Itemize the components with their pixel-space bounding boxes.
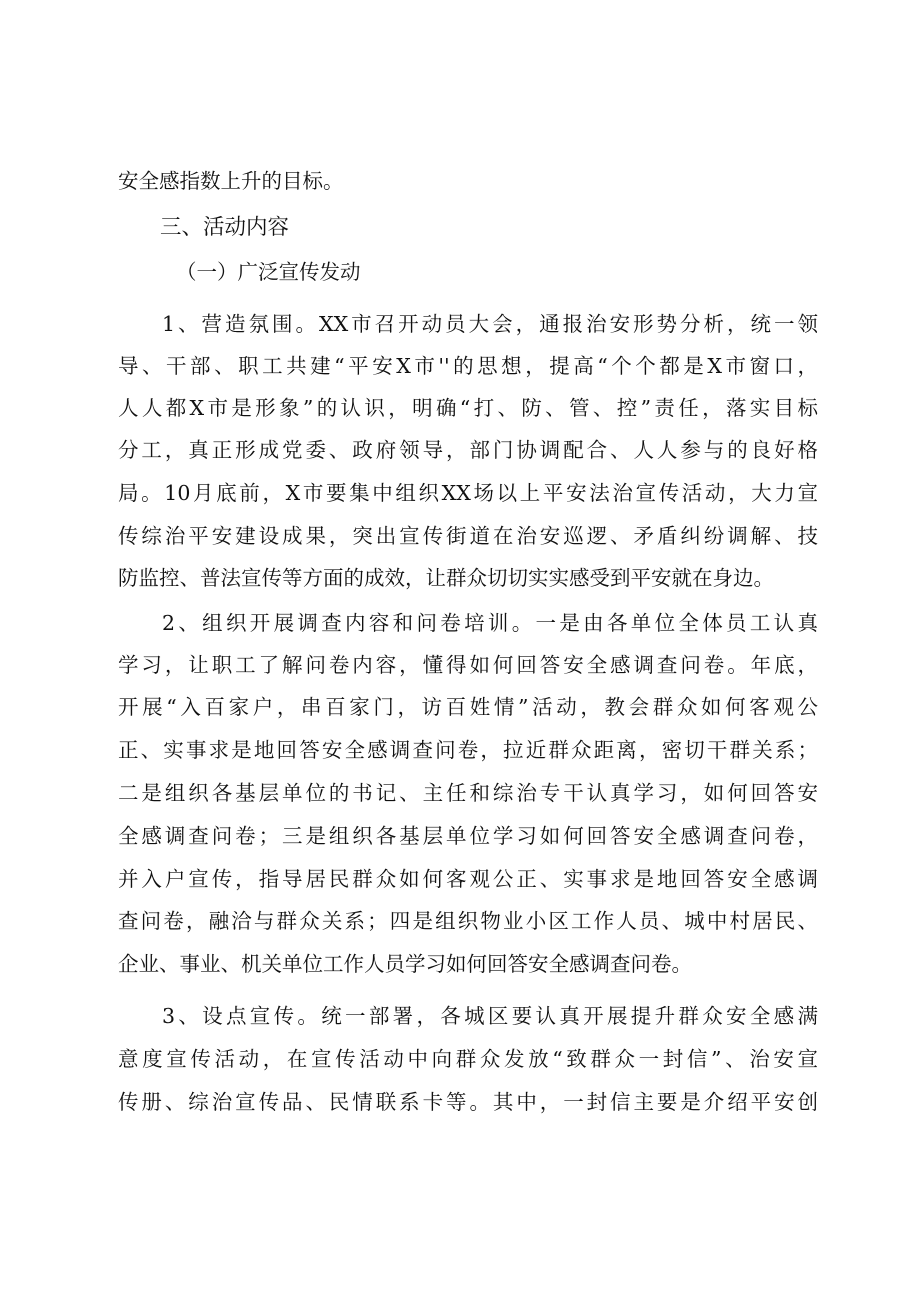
paragraph-line: 1、营造氛围。XX市召开动员大会，通报治安形势分析，统一领 — [162, 312, 818, 336]
paragraph-line: 并入户宣传，指导居民群众如何客观公正、实事求是地回答安全感调 — [118, 867, 818, 891]
paragraph-line: 人人都X市是形象”的认识，明确“打、防、管、控”责任，落实目标 — [118, 396, 818, 420]
section-heading: 三、活动内容 — [160, 215, 290, 240]
subsection-heading: （一）广泛宣传发动 — [176, 260, 361, 284]
paragraph-line: 开展“入百家户，串百家门，访百姓情”活动，教会群众如何客观公 — [118, 695, 818, 719]
paragraph-line: 全感调查问卷；三是组织各基层单位学习如何回答安全感调查问卷， — [118, 824, 818, 848]
intro-line: 安全感指数上升的目标。 — [118, 169, 344, 193]
paragraph-line: 传册、综治宣传品、民情联系卡等。其中，一封信主要是介绍平安创 — [118, 1090, 818, 1114]
paragraph-line: 局。10月底前，X市要集中组织XX场以上平安法治宣传活动，大力宣 — [118, 481, 818, 505]
paragraph-line: 2、组织开展调查内容和问卷培训。一是由各单位全体员工认真 — [162, 611, 818, 635]
paragraph-line: 传综治平安建设成果，突出宣传街道在治安巡逻、矛盾纠纷调解、技 — [118, 524, 818, 548]
paragraph-line: 正、实事求是地回答安全感调查问卷，拉近群众距离，密切干群关系； — [118, 738, 818, 762]
paragraph-line: 3、设点宣传。统一部署，各城区要认真开展提升群众安全感满 — [162, 1004, 818, 1028]
paragraph-line: 企业、事业、机关单位工作人员学习如何回答安全感调查问卷。 — [118, 952, 692, 976]
paragraph-line: 防监控、普法宣传等方面的成效，让群众切切实实感受到平安就在身边。 — [118, 566, 774, 590]
paragraph-line: 查问卷，融洽与群众关系；四是组织物业小区工作人员、城中村居民、 — [118, 909, 818, 933]
paragraph-line: 导、干部、职工共建“平安X市''的思想，提高“个个都是X市窗口， — [118, 354, 818, 378]
paragraph-line: 二是组织各基层单位的书记、主任和综治专干认真学习，如何回答安 — [118, 781, 818, 805]
paragraph-line: 学习，让职工了解问卷内容，懂得如何回答安全感调查问卷。年底， — [118, 653, 818, 677]
paragraph-line: 意度宣传活动，在宣传活动中向群众发放“致群众一封信”、治安宣 — [118, 1047, 818, 1071]
paragraph-line: 分工，真正形成党委、政府领导，部门协调配合、人人参与的良好格 — [118, 438, 818, 462]
